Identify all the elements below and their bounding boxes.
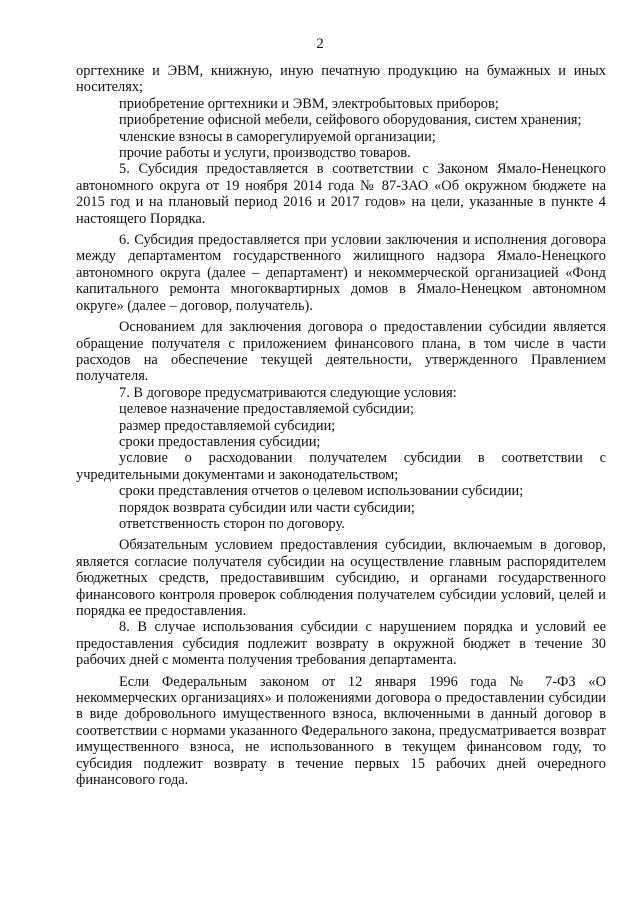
page-number: 2 (316, 36, 324, 52)
list-item-purpose: целевое назначение предоставляемой субсидии; (119, 401, 414, 418)
list-item-membership-fees: членские взносы в саморегулируемой организации; (119, 128, 436, 145)
document-body (76, 63, 606, 788)
list-item-other-works: прочие работы и услуги, производство товаров. (119, 145, 411, 162)
list-item-return-procedure: порядок возврата субсидии или части субсидии; (119, 499, 415, 516)
list-item-amount: размер предоставляемой субсидии; (119, 417, 336, 434)
paragraph-clause-5: 5. Субсидия предоставляется в соответствии с Законом Ямало-Ненецкого автономного округа от 19 ноября 2014 года № 87-ЗАО «Об окружном бюджете на 2015 год и на плановый период 2016 и 2017 годов» на цели, указанные в пункте 4 настоящего Порядка. (76, 161, 606, 227)
paragraph-clause-7: 7. В договоре предусматриваются следующие условия: (119, 384, 457, 401)
list-item-spending-condition: условие о расходовании получателем субсидии в соответствии с учредительными документами и законодательством; (76, 450, 606, 483)
list-item-office-furniture: приобретение офисной мебели, сейфового оборудования, систем хранения; (119, 112, 582, 129)
list-item-responsibility: ответственность сторон по договору. (119, 515, 345, 532)
paragraph-mandatory-condition: Обязательным условием предоставления субсидии, включаемым в договор, является согласие получателя субсидии на осуществление главным распорядителем бюджетных средств, предоставившим субсидию, и органами государственного финансового контроля проверок соблюдения получателем субсидии условий, целей и порядка ее предоставления. (76, 537, 606, 619)
paragraph-clause-8: 8. В случае использования субсидии с нарушением порядка и условий ее предоставления субсидия подлежит возврату в окружной бюджет в течение 30 рабочих дней с момента получения требования департамента. (76, 619, 606, 669)
list-item-reporting-terms: сроки представления отчетов о целевом использовании субсидии; (119, 483, 524, 500)
paragraph-clause-6: 6. Субсидия предоставляется при условии заключения и исполнения договора между департаментом государственного жилищного надзора Ямало-Ненецкого автономного округа (далее – департамент) и некоммерческой организацией «Фонд капитального ремонта многоквартирных домов в Ямало-Ненецком автономном округе» (далее – договор, получатель). (76, 232, 606, 314)
list-item-office-equipment: приобретение оргтехники и ЭВМ, электробытовых приборов; (119, 95, 499, 112)
list-item-terms: сроки предоставления субсидии; (119, 433, 321, 450)
paragraph-federal-law: Если Федеральным законом от 12 января 1996 года № 7-ФЗ «О некоммерческих организациях» и положениями договора о предоставлении субсидии в виде добровольного имущественного взноса, включенными в данный договор в соответствии с нормами указанного Федерального закона, предусматривается возврат имущественного взноса, не использованного в текущем финансовом году, то субсидия подлежит возврату в течение первых 15 рабочих дней очередного финансового года. (76, 673, 606, 789)
paragraph-continuation: оргтехнике и ЭВМ, книжную, иную печатную продукцию на бумажных и иных носителях; (76, 63, 606, 96)
paragraph-contract-basis: Основанием для заключения договора о предоставлении субсидии является обращение получателя с приложением финансового плана, в том числе в части расходов на обеспечение текущей деятельности, утвержденного Правлением получателя. (76, 319, 606, 385)
